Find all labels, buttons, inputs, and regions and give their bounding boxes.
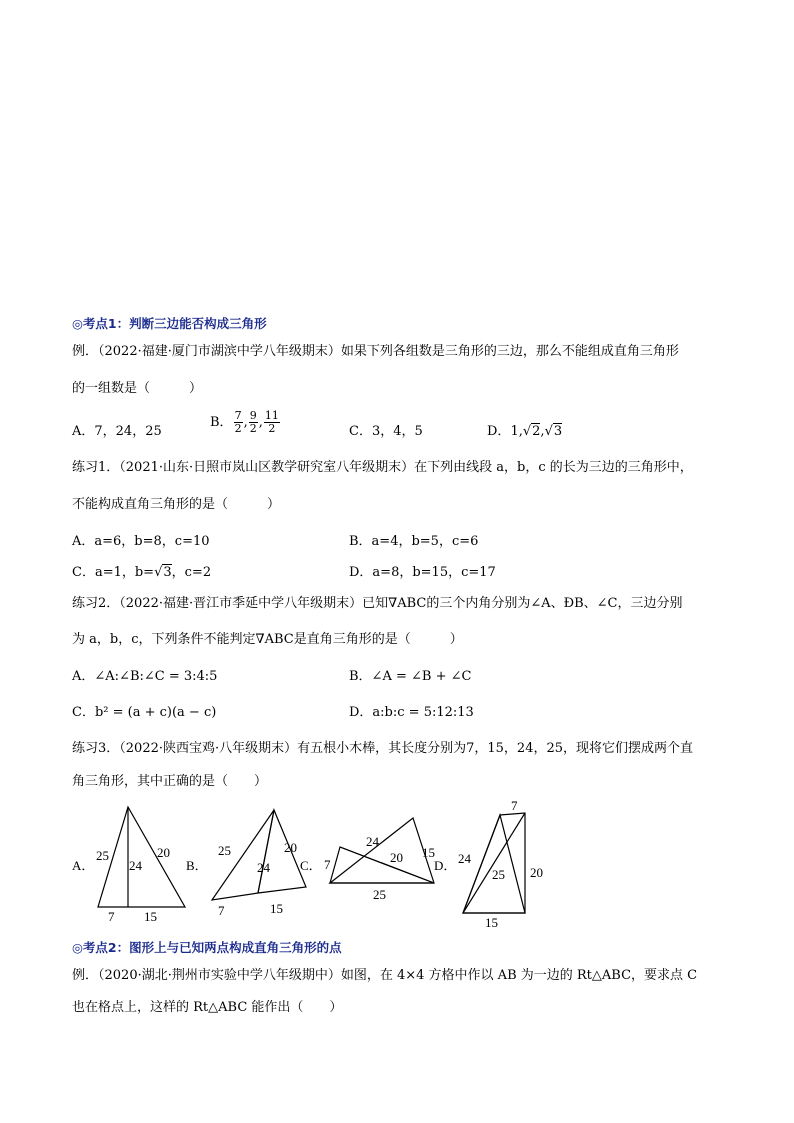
svg-text:24: 24 [257,860,270,875]
option-b-prefix: B． [210,415,233,430]
exercise3-line2: 角三角形，其中正确的是（ ） [72,774,268,789]
svg-text:7: 7 [511,798,518,813]
example-option-d: D．1,√2,√3 [487,424,563,439]
svg-text:24: 24 [129,858,142,873]
svg-text:20: 20 [390,850,403,865]
exercise2-option-a: A．∠A:∠B:∠C = 3:4:5 [72,669,218,684]
svg-text:24: 24 [458,851,471,866]
example-option-b: B． $\frac{7}{2}$ , $\frac{9}{2}$ , $\frac{11}{2}$ [210,409,279,435]
figure-d [434,798,543,930]
figure-c [300,818,435,902]
svg-text:7: 7 [324,857,331,872]
exercise3-figures [60,795,660,935]
exercise1-option-b: B．a=4，b=5，c=6 [349,534,479,549]
example-option-c: C．3，4，5 [349,424,423,439]
svg-text:15: 15 [422,845,435,860]
svg-text:7: 7 [218,903,225,918]
fraction: $\frac{9}{2}$ [249,409,257,435]
svg-text:25: 25 [373,887,386,902]
figure-b-label: B． [186,858,208,873]
exercise2-option-c: C．b² = (a + c)(a − c) [72,705,217,720]
figure-b [186,810,306,918]
svg-text:20: 20 [157,845,170,860]
figure-c-label: C． [300,858,322,873]
exercise1-line2: 不能构成直角三角形的是（ ） [72,497,281,512]
kp2-example-line2: 也在格点上，这样的 Rt△ABC 能作出（ ） [72,1000,343,1015]
svg-text:20: 20 [284,840,297,855]
exercise2-line2: 为 a，b，c，下列条件不能判定∇ABC是直角三角形的是（ ） [72,632,463,647]
svg-text:25: 25 [96,848,109,863]
exercise1-option-d: D．a=8，b=15，c=17 [349,565,496,580]
exercise1-option-c: C．a=1，b=√3，c=2 [72,565,212,580]
exercise2-option-d: D．a:b:c = 5:12:13 [349,705,474,720]
svg-text:7: 7 [108,909,115,924]
exercise1-line1: 练习1．（2021·山东·日照市岚山区教学研究室八年级期末）在下列由线段 a，b，c 的长为三边的三角形中， [72,460,693,475]
svg-text:25: 25 [492,867,505,882]
section-title-kp2: ◎考点2：图形上与已知两点构成直角三角形的点 [72,940,342,955]
section-title-kp1: ◎考点1：判断三边能否构成三角形 [72,316,267,331]
svg-text:15: 15 [270,901,283,916]
kp2-example-line1: 例．（2020·湖北·荆州市实验中学八年级期中）如图，在 4×4 方格中作以 AB 为一边的 Rt△ABC，要求点 C [72,968,698,983]
figure-a [72,807,185,924]
figure-a-label: A． [72,858,95,873]
example-question-line2: 的一组数是（ ） [72,381,203,396]
svg-text:24: 24 [366,834,379,849]
exercise2-line1: 练习2．（2022·福建·晋江市季延中学八年级期末）已知∇ABC的三个内角分别为∠A、ÐB、∠C，三边分别 [72,596,683,611]
svg-text:15: 15 [485,915,498,930]
svg-text:20: 20 [530,865,543,880]
svg-text:25: 25 [218,843,231,858]
example-question-line1: 例．（2022·福建·厦门市湖滨中学八年级期末）如果下列各组数是三角形的三边，那么不能组成直角三角形 [72,344,679,359]
fraction: $\frac{11}{2}$ [264,409,279,435]
exercise1-option-a: A．a=6，b=8，c=10 [72,534,210,549]
fraction: $\frac{7}{2}$ [234,409,242,435]
example-option-a: A．7，24，25 [72,424,162,439]
exercise2-option-b: B．∠A = ∠B + ∠C [349,669,472,684]
svg-text:15: 15 [144,909,157,924]
figure-d-label: D． [434,858,457,873]
exercise3-line1: 练习3．（2022·陕西宝鸡·八年级期末）有五根小木棒，其长度分别为7，15，24，25，现将它们摆成两个直 [72,741,694,756]
